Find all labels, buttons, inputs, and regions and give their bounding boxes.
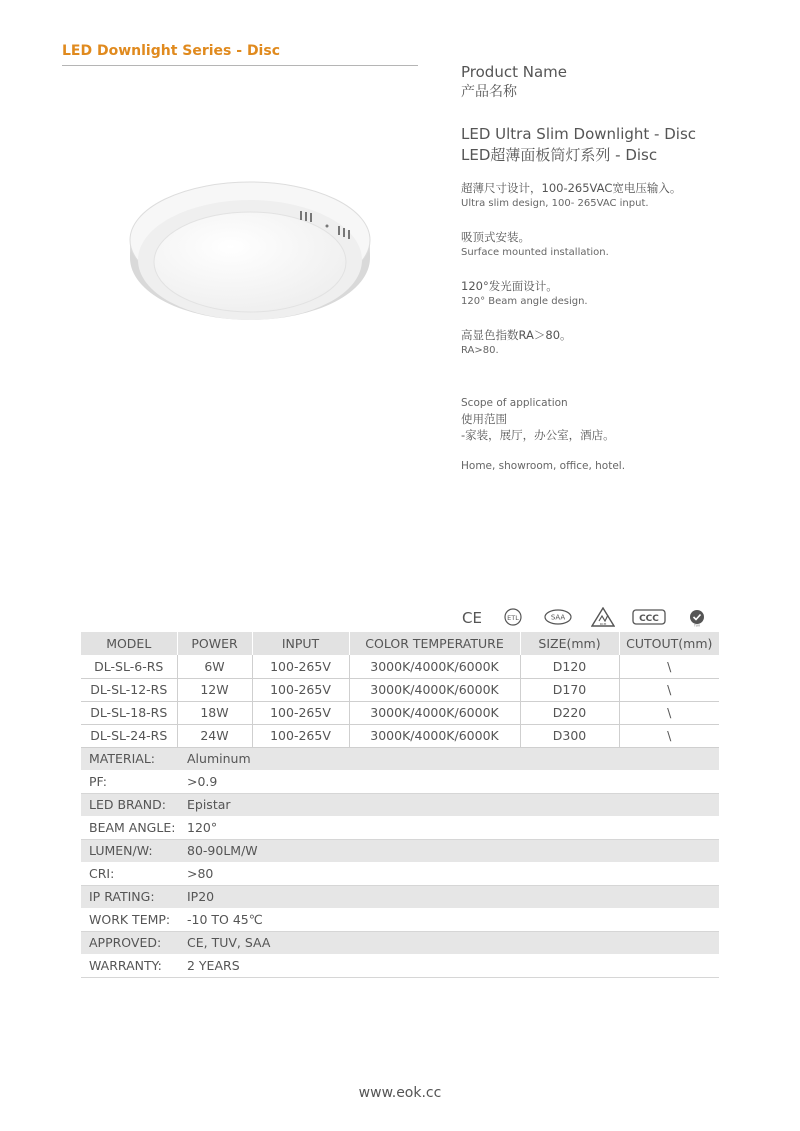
spec-table (81, 632, 719, 978)
svg-text:CCC: CCC (639, 614, 659, 624)
attribute-value: CE, TUV, SAA (177, 931, 719, 954)
column-header: SIZE(mm) (520, 632, 619, 655)
ccc-mark-icon (632, 607, 666, 627)
attribute-value: >0.9 (177, 770, 719, 793)
attribute-value: Epistar (177, 793, 719, 816)
scope-of-application (461, 396, 781, 474)
attribute-row (81, 793, 719, 816)
attribute-label: CRI: (81, 862, 177, 885)
attribute-label: LUMEN/W: (81, 839, 177, 862)
scope-cn-title: 使用范围 (461, 412, 507, 426)
attribute-row (81, 862, 719, 885)
product-info (461, 62, 781, 358)
attribute-value: >80 (177, 862, 719, 885)
table-row: DL-SL-18-RS 18W 100-265V 3000K/4000K/6000K D220 \ (81, 701, 719, 724)
attribute-row (81, 954, 719, 977)
column-header: POWER (177, 632, 252, 655)
feature-item: 120°发光面设计。 120° Beam angle design. (461, 279, 588, 307)
product-image (120, 180, 380, 330)
attribute-value: 80-90LM/W (177, 839, 719, 862)
table-row: DL-SL-6-RS 6W 100-265V 3000K/4000K/6000K D120 \ (81, 655, 719, 678)
attribute-label: MATERIAL: (81, 747, 177, 770)
attribute-row (81, 747, 719, 770)
feature-item: 高显色指数RA＞80。 RA>80. (461, 328, 572, 356)
ce-mark-icon (462, 607, 488, 627)
column-header: MODEL (81, 632, 177, 655)
series-title: LED Downlight Series - Disc (62, 43, 280, 59)
attribute-row (81, 839, 719, 862)
table-row: DL-SL-24-RS 24W 100-265V 3000K/4000K/6000K D300 \ (81, 724, 719, 747)
feature-item: 超薄尺寸设计，100-265VAC宽电压输入。 Ultra slim design, 100- 265VAC input. (461, 181, 682, 209)
attribute-value: 2 YEARS (177, 954, 719, 977)
scope-label: Scope of application (461, 397, 568, 409)
svg-text:SAA: SAA (550, 613, 566, 622)
svg-text:ETL: ETL (507, 614, 519, 622)
saa-mark-icon (543, 607, 573, 627)
product-name-label-en: Product Name (461, 63, 567, 81)
attribute-row (81, 931, 719, 954)
attribute-label: PF: (81, 770, 177, 793)
attribute-label: APPROVED: (81, 931, 177, 954)
attribute-label: BEAM ANGLE: (81, 816, 177, 839)
attribute-value: IP20 (177, 885, 719, 908)
product-name-label-cn: 产品名称 (461, 84, 517, 100)
column-header: INPUT (252, 632, 349, 655)
attribute-value: Aluminum (177, 747, 719, 770)
tuv-mark-icon (688, 607, 706, 627)
product-name-cn: LED超薄面板筒灯系列 - Disc (461, 146, 658, 164)
scope-en: Home, showroom, office, hotel. (461, 460, 626, 472)
attribute-value: -10 TO 45℃ (177, 908, 719, 931)
svg-text:CE: CE (462, 609, 482, 627)
attribute-row (81, 885, 719, 908)
product-name-en: LED Ultra Slim Downlight - Disc (461, 125, 697, 143)
header-divider (62, 65, 418, 66)
spec-table-header (81, 632, 719, 655)
attribute-label: WORK TEMP: (81, 908, 177, 931)
attribute-label: WARRANTY: (81, 954, 177, 977)
column-header: COLOR TEMPERATURE (349, 632, 520, 655)
attribute-label: LED BRAND: (81, 793, 177, 816)
attribute-row (81, 908, 719, 931)
attribute-value: 120° (177, 816, 719, 839)
table-row: DL-SL-12-RS 12W 100-265V 3000K/4000K/6000K D170 \ (81, 678, 719, 701)
feature-item: 吸顶式安装。 Surface mounted installation. (461, 230, 609, 258)
column-header: CUTOUT(mm) (619, 632, 719, 655)
scope-cn: -家装，展厅，办公室，酒店。 (461, 428, 615, 442)
attribute-label: IP RATING: (81, 885, 177, 908)
svg-text:RCM: RCM (599, 622, 607, 626)
certification-marks (458, 607, 718, 629)
footer-website: www.eok.cc (358, 1085, 442, 1101)
attribute-row (81, 770, 719, 793)
svg-text:TUV: TUV (693, 623, 701, 627)
etl-mark-icon (502, 607, 526, 627)
attribute-row (81, 816, 719, 839)
rcm-mark-icon (591, 607, 615, 627)
